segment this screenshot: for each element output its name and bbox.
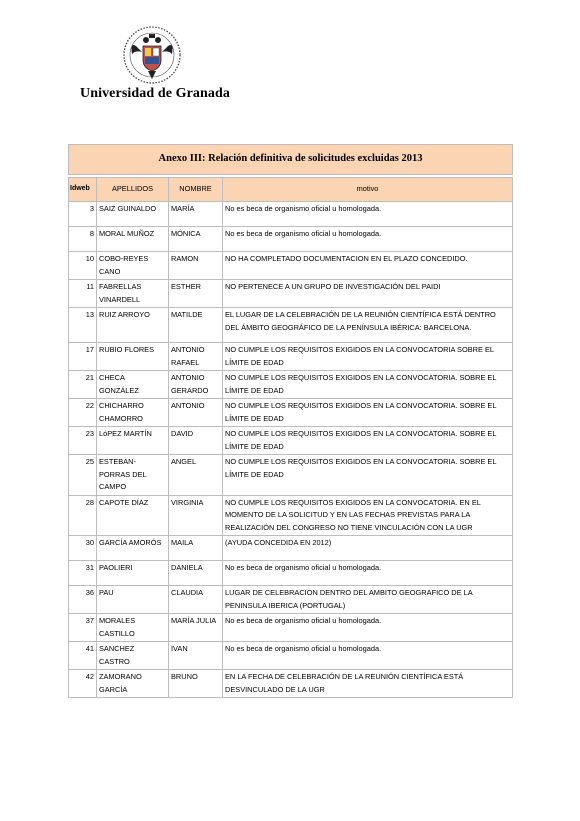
cell-apellidos: FABRELLAS VINARDELL [97,280,169,308]
cell-nombre: MARÍA [169,202,223,227]
cell-nombre: MARÍA JULIA [169,614,223,642]
cell-motivo: (AYUDA CONCEDIDA EN 2012) [223,536,513,561]
cell-nombre: ANGEL [169,455,223,496]
cell-apellidos: PAU [97,586,169,614]
cell-apellidos: CAPOTE DÍAZ [97,495,169,536]
cell-motivo: NO CUMPLE LOS REQUISITOS EXIGIDOS EN LA CONVOCATORIA. SOBRE EL LÍMITE DE EDAD [223,427,513,455]
cell-motivo: No es beca de organismo oficial u homologada. [223,642,513,670]
cell-nombre: MÓNICA [169,227,223,252]
cell-apellidos: LóPEZ MARTÍN [97,427,169,455]
cell-motivo: LUGAR DE CELEBRACION DENTRO DEL AMBITO GEOGRAFICO DE LA PENINSULA IBERICA (PORTUGAL) [223,586,513,614]
cell-motivo: NO CUMPLE LOS REQUISITOS EXIGIDOS EN LA CONVOCATORIA SOBRE EL LÍMITE DE EDAD [223,343,513,371]
excluded-applications-table [68,144,513,698]
table-row [69,371,513,399]
cell-id: 25 [69,455,97,496]
cell-apellidos: MORALES CASTILLO [97,614,169,642]
cell-id: 30 [69,536,97,561]
table-row [69,427,513,455]
table-row [69,586,513,614]
cell-apellidos: CHICHARRO CHAMORRO [97,399,169,427]
table-row [69,202,513,227]
cell-apellidos: PAOLIERI [97,561,169,586]
table-row [69,252,513,280]
table-row [69,399,513,427]
column-header-motivo: motivo [223,178,513,202]
table-row [69,343,513,371]
cell-apellidos: SAIZ GUINALDO [97,202,169,227]
cell-nombre: ANTONIO GERARDO [169,371,223,399]
cell-apellidos: COBO-REYES CANO [97,252,169,280]
table-title: Anexo III: Relación definitiva de solicitudes excluidas 2013 [69,145,513,175]
cell-id: 28 [69,495,97,536]
cell-apellidos: RUBIO FLORES [97,343,169,371]
cell-id: 36 [69,586,97,614]
cell-nombre: RAMON [169,252,223,280]
cell-motivo: NO CUMPLE LOS REQUISITOS EXIGIDOS EN LA CONVOCATORIA. EN EL MOMENTO DE LA SOLICITUD Y EN LAS FECHAS PREVISTAS PARA LA REALIZACIÓN DEL CONGRESO NO TIENE VINCULACIÓN CON LA UGR [223,495,513,536]
institution-name: Universidad de Granada [80,86,230,101]
cell-id: 17 [69,343,97,371]
column-header-nombre: NOMBRE [169,178,223,202]
cell-apellidos: ZAMORANO GARCÍA [97,670,169,698]
cell-apellidos: RUIZ ARROYO [97,308,169,343]
table-row [69,455,513,496]
cell-nombre: DANIELA [169,561,223,586]
cell-nombre: MAILA [169,536,223,561]
cell-id: 37 [69,614,97,642]
cell-id: 21 [69,371,97,399]
cell-nombre: ANTONIO [169,399,223,427]
cell-motivo: NO HA COMPLETADO DOCUMENTACION EN EL PLAZO CONCEDIDO. [223,252,513,280]
table-row [69,536,513,561]
cell-motivo: NO CUMPLE LOS REQUISITOS EXIGIDOS EN LA CONVOCATORIA. SOBRE EL LÍMITE DE EDAD [223,371,513,399]
cell-motivo: NO CUMPLE LOS REQUISITOS EXIGIDOS EN LA CONVOCATORIA. SOBRE EL LÍMITE DE EDAD [223,455,513,496]
cell-nombre: CLAUDIA [169,586,223,614]
cell-nombre: VIRGINIA [169,495,223,536]
cell-apellidos: GARCÍA AMORÓS [97,536,169,561]
cell-nombre: ANTONIO RAFAEL [169,343,223,371]
cell-id: 23 [69,427,97,455]
cell-apellidos: ESTEBAN-PORRAS DEL CAMPO [97,455,169,496]
cell-motivo: No es beca de organismo oficial u homologada. [223,614,513,642]
cell-id: 22 [69,399,97,427]
cell-apellidos: SANCHEZ CASTRO [97,642,169,670]
table-row [69,227,513,252]
cell-nombre: ESTHER [169,280,223,308]
cell-id: 13 [69,308,97,343]
cell-nombre: BRUNO [169,670,223,698]
table-row [69,495,513,536]
cell-motivo: No es beca de organismo oficial u homologada. [223,227,513,252]
cell-id: 11 [69,280,97,308]
cell-apellidos: CHECA GONZÁLEZ [97,371,169,399]
table-row [69,642,513,670]
table-row [69,670,513,698]
cell-motivo: No es beca de organismo oficial u homologada. [223,202,513,227]
table-row [69,561,513,586]
cell-id: 41 [69,642,97,670]
column-header-idweb: Idweb [69,178,97,202]
table-row [69,614,513,642]
cell-motivo: EN LA FECHA DE CELEBRACIÓN DE LA REUNIÓN CIENTÍFICA ESTÁ DESVINCULADO DE LA UGR [223,670,513,698]
cell-nombre: MATILDE [169,308,223,343]
cell-nombre: IVAN [169,642,223,670]
cell-id: 3 [69,202,97,227]
table-row [69,308,513,343]
university-crest-logo [122,24,182,86]
cell-motivo: EL LUGAR DE LA CELEBRACIÓN DE LA REUNIÓN CIENTÍFICA ESTÁ DENTRO DEL ÁMBITO GEOGRÁFICO DE LA PENÍNSULA IBÉRICA: BARCELONA. [223,308,513,343]
cell-id: 10 [69,252,97,280]
cell-id: 31 [69,561,97,586]
cell-apellidos: MORAL MUÑOZ [97,227,169,252]
cell-nombre: DAVID [169,427,223,455]
table-row [69,280,513,308]
cell-motivo: NO CUMPLE LOS REQUISITOS EXIGIDOS EN LA CONVOCATORIA. SOBRE EL LÍMITE DE EDAD [223,399,513,427]
cell-motivo: No es beca de organismo oficial u homologada. [223,561,513,586]
cell-id: 8 [69,227,97,252]
cell-id: 42 [69,670,97,698]
cell-motivo: NO PERTENECE A UN GRUPO DE INVESTIGACIÓN DEL PAIDI [223,280,513,308]
column-header-apellidos: APELLIDOS [97,178,169,202]
